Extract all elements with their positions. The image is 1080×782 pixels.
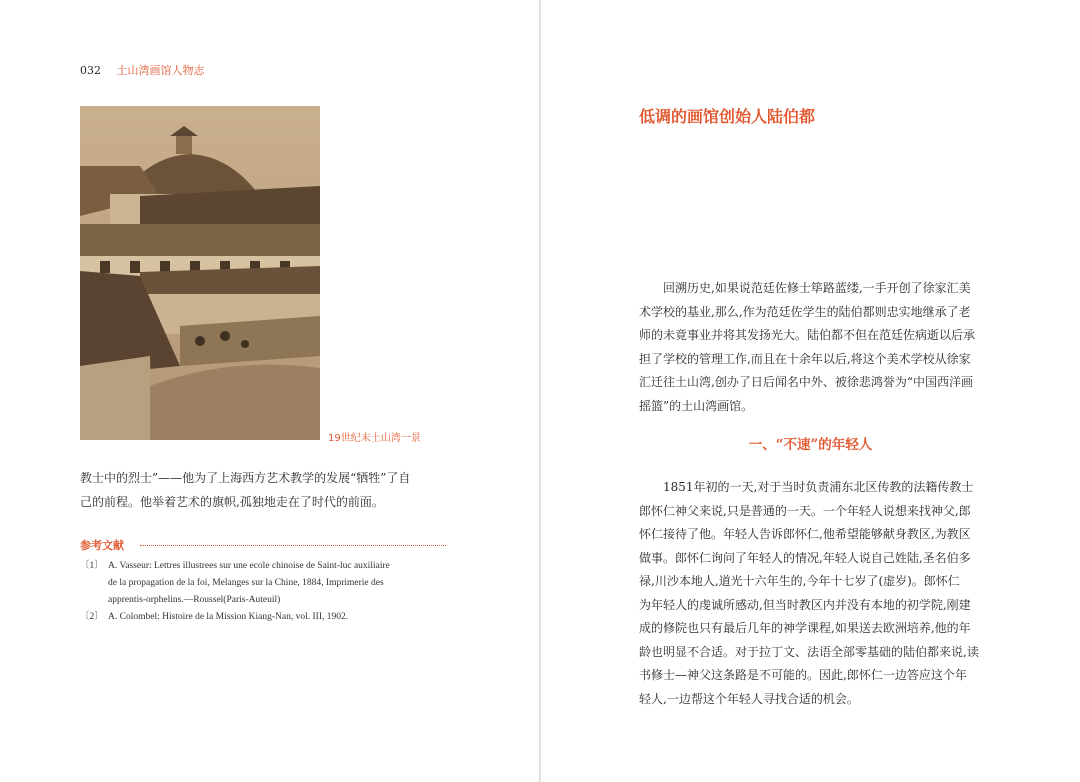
text-line: 龄也明显不合适。对于拉丁文、法语全部零基础的陆伯都来说,读 — [639, 644, 979, 659]
body-paragraph — [639, 476, 1001, 711]
text-line: 为年轻人的虔诚所感动,但当时教区内并没有本地的初学院,刚建 — [639, 597, 971, 612]
text-line: 禄,川沙本地人,道光十六年生的,今年十七岁了(虚岁)。郎怀仁 — [639, 574, 960, 588]
running-header — [80, 62, 205, 78]
page-number: 032 — [80, 64, 101, 77]
text-line: 书修士—神父这条路是不可能的。因此,郎怀仁一边答应这个年 — [639, 668, 967, 682]
text-line: 回溯历史,如果说范廷佐修士筚路蓝缕,一手开创了徐家汇美 — [663, 281, 971, 295]
text-line: 师的未竟事业并将其发扬光大。陆伯都不但在范廷佐病逝以后承 — [639, 328, 976, 342]
text-line: 郎怀仁神父来说,只是普通的一天。一个年轻人说想来找神父,郎 — [639, 503, 971, 518]
text-line: 轻人,一边帮这个年轻人寻找合适的机会。 — [639, 691, 859, 706]
courtyard-building-image — [80, 106, 320, 440]
body-paragraph — [80, 466, 452, 514]
text-line: 汇迁往土山湾,创办了日后闻名中外、被徐悲鸿誉为“中国西洋画 — [639, 375, 973, 389]
text-line: 担了学校的管理工作,而且在十余年以后,将这个美术学校从徐家 — [639, 351, 971, 366]
section-title: 一、“不速”的年轻人 — [748, 437, 873, 453]
text-line: 己的前程。他举着艺术的旗帜,孤独地走在了时代的前面。 — [80, 495, 384, 509]
references-divider — [140, 545, 446, 546]
chapter-title: 低调的画馆创始人陆伯都 — [639, 107, 816, 126]
reference-number: 〔2〕 — [80, 612, 104, 622]
reference-line: A. Colombel: Histoire de la Mission Kiang-Nan, vol. III, 1902. — [108, 612, 349, 622]
reference-item — [80, 558, 450, 609]
text-line: 教士中的烈士”——他为了上海西方艺术教学的发展“牺牲”了自 — [80, 471, 411, 485]
reference-item — [80, 609, 450, 626]
text-line: 做事。郎怀仁询问了年轻人的情况,年轻人说自己姓陆,圣名伯多 — [639, 550, 971, 565]
running-head-title: 土山湾画馆人物志 — [116, 64, 205, 77]
references-title: 参考文献 — [80, 539, 124, 552]
photo-caption: 19世纪末土山湾一景 — [328, 433, 421, 444]
reference-line: de la propagation de la foi, Melanges sur la Chine, 1884, Imprimerie des — [108, 578, 384, 588]
text-line: 1851年初的一天,对于当时负责浦东北区传教的法籍传教士 — [663, 480, 974, 494]
reference-line: apprentis-orphelins.—Roussel(Paris-Auteuil) — [108, 595, 281, 605]
text-line: 成的修院也只有最后几年的神学课程,如果送去欧洲培养,他的年 — [639, 621, 971, 635]
reference-line: A. Vasseur: Lettres illustrees sur une ecole chinoise de Saint-luc auxiliaire — [108, 561, 390, 571]
historical-photo — [80, 106, 320, 440]
text-line: 怀仁接待了他。年轻人告诉郎怀仁,他希望能够献身教区,为教区 — [639, 527, 971, 541]
text-line: 摇篮”的土山湾画馆。 — [639, 398, 754, 413]
references-list — [80, 558, 450, 626]
reference-number: 〔1〕 — [80, 561, 104, 571]
text-line: 术学校的基业,那么,作为范廷佐学生的陆伯都则忠实地继承了老 — [639, 304, 971, 319]
